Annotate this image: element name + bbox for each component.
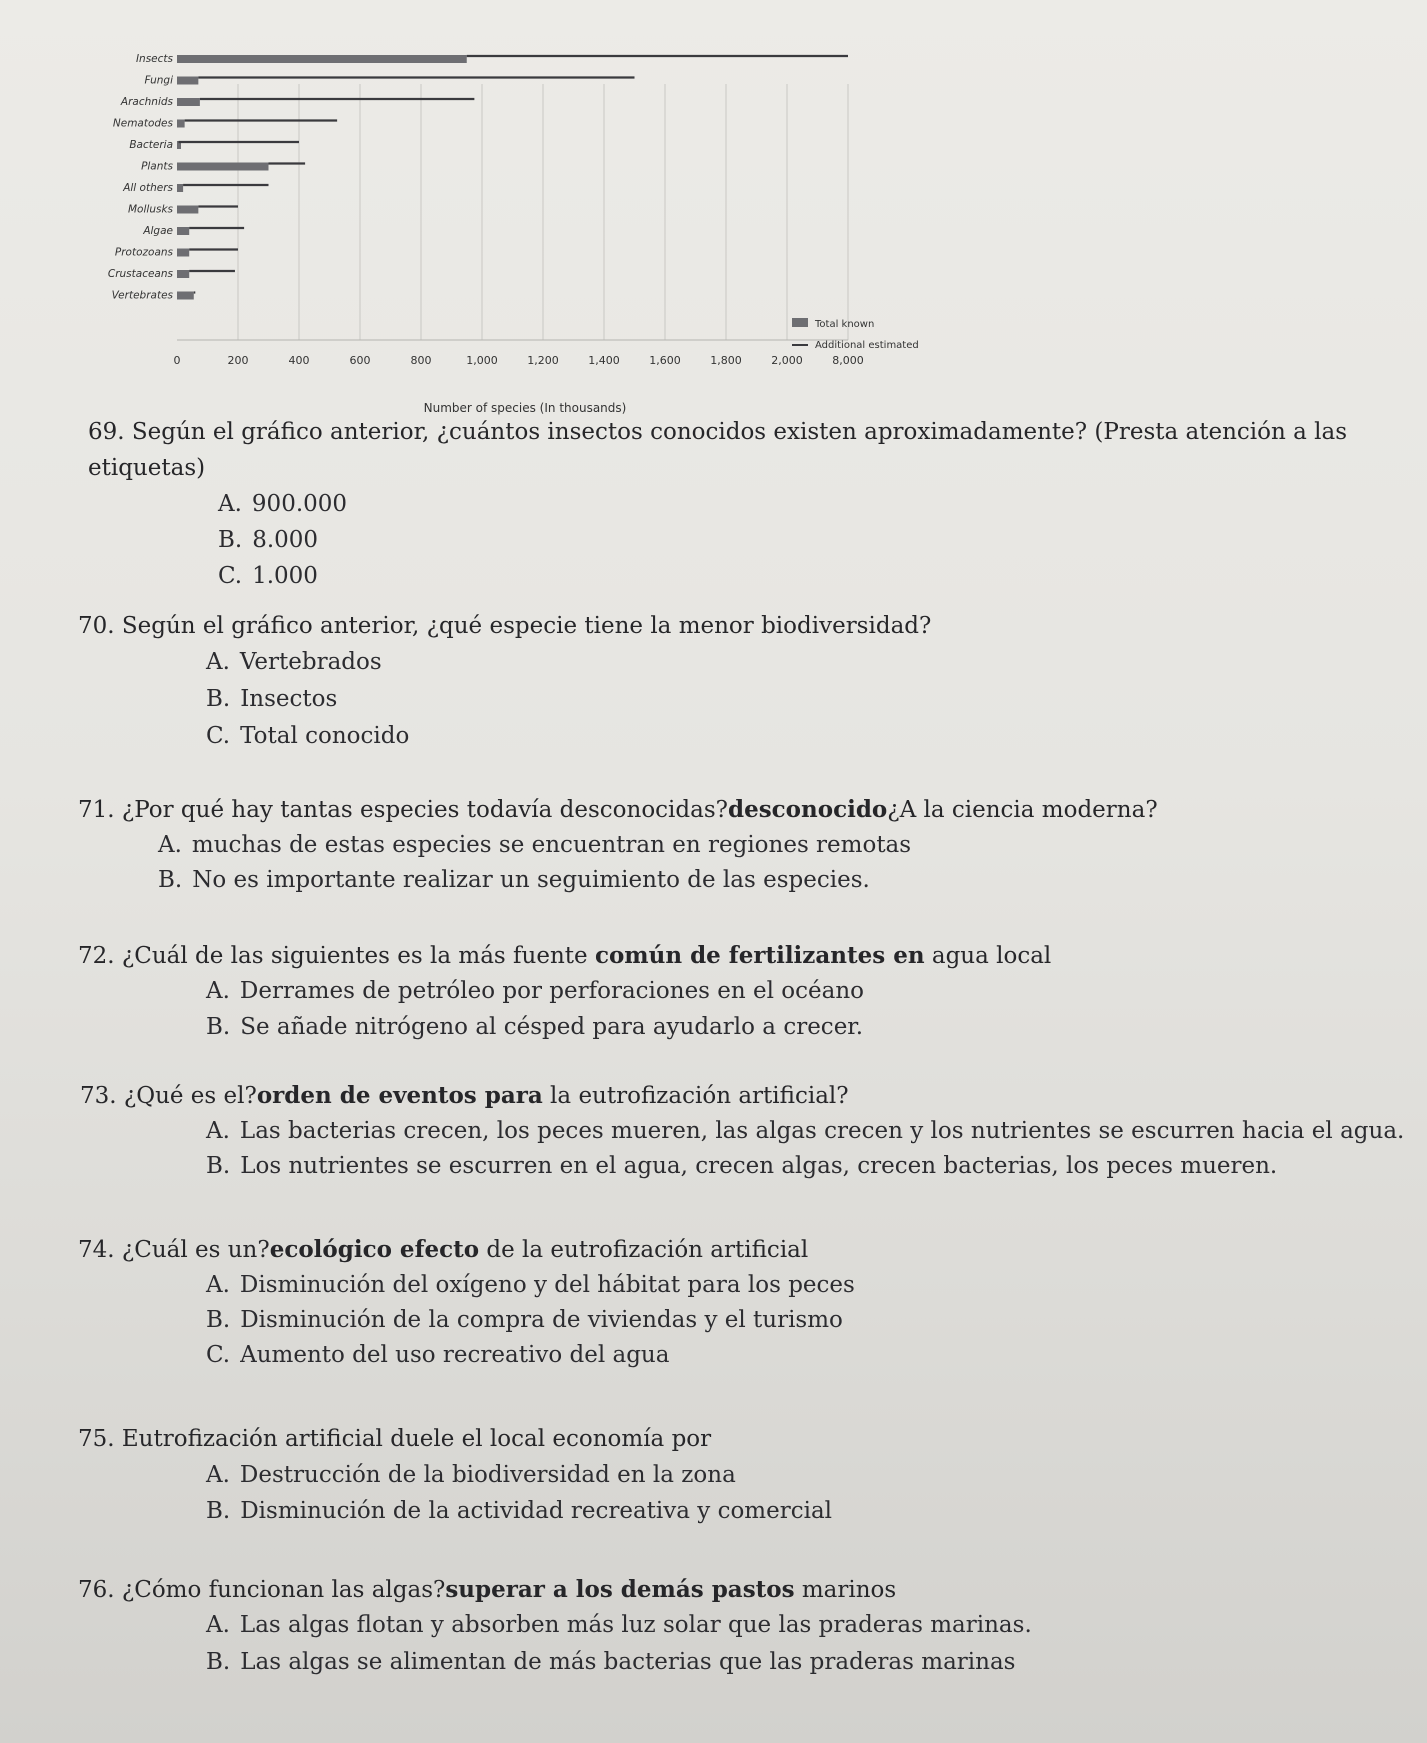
answer-option[interactable] xyxy=(206,1462,736,1488)
answer-option[interactable] xyxy=(206,1153,1277,1179)
option-letter: A. xyxy=(158,832,182,858)
option-letter: B. xyxy=(218,527,243,553)
category-label: Nematodes xyxy=(112,117,173,130)
answer-option[interactable] xyxy=(218,491,347,517)
option-letter: B. xyxy=(206,1498,231,1524)
question-text-part: 70. Según el gráfico anterior, ¿qué especie tiene la menor biodiversidad? xyxy=(78,613,932,639)
x-tick-label: 1,200 xyxy=(527,354,559,367)
x-tick-label: 200 xyxy=(227,354,249,367)
option-letter: B. xyxy=(206,1649,231,1675)
bar-known xyxy=(177,206,198,214)
answer-option[interactable] xyxy=(206,978,864,1004)
answer-option[interactable] xyxy=(206,1272,855,1298)
option-letter: A. xyxy=(206,1612,230,1638)
option-letter: A. xyxy=(218,491,242,517)
question-text-part: la eutrofización artificial? xyxy=(542,1083,849,1109)
category-label: Vertebrates xyxy=(111,289,173,302)
answer-option[interactable] xyxy=(206,1498,832,1524)
category-label: Insects xyxy=(135,53,173,65)
x-tick-label: 400 xyxy=(288,354,310,367)
option-text: Insectos xyxy=(240,686,338,712)
legend-swatch-known xyxy=(792,318,808,327)
option-letter: C. xyxy=(206,1342,231,1368)
bar-known xyxy=(177,77,198,85)
x-tick-label: 8,000 xyxy=(832,354,864,367)
answer-option[interactable] xyxy=(206,1307,843,1333)
category-label: Crustaceans xyxy=(107,268,173,280)
category-label: Algae xyxy=(143,225,173,237)
option-text: 1.000 xyxy=(252,563,318,589)
option-text: Derrames de petróleo por perforaciones en el océano xyxy=(239,978,865,1004)
bar-known xyxy=(177,163,269,171)
bar-known xyxy=(177,120,185,128)
answer-option[interactable] xyxy=(206,1649,1015,1675)
question-text xyxy=(88,455,205,481)
question-text-emphasis: superar a los demás pastos xyxy=(445,1576,795,1603)
x-tick-label: 1,600 xyxy=(649,354,681,367)
answer-option[interactable] xyxy=(218,563,318,589)
answer-option[interactable] xyxy=(206,649,382,675)
x-tick-labels xyxy=(174,354,864,367)
question-text xyxy=(78,613,931,639)
x-tick-label: 1,000 xyxy=(466,354,498,367)
chart-bars xyxy=(177,55,848,300)
option-text: No es importante realizar un seguimiento de las especies. xyxy=(192,867,870,893)
category-labels xyxy=(108,53,174,302)
question-text xyxy=(78,942,1051,969)
option-text: 8.000 xyxy=(252,527,319,553)
option-text: Disminución de la actividad recreativa y comercial xyxy=(240,1498,833,1524)
category-label: Fungi xyxy=(144,74,173,87)
question-text-part: 73. ¿Qué es el? xyxy=(80,1083,257,1109)
option-text: Las algas se alimentan de más bacterias que las praderas marinas xyxy=(240,1649,1016,1675)
question-text-part: 75. Eutrofización artificial duele el local economía por xyxy=(78,1426,712,1452)
option-text: Vertebrados xyxy=(239,649,382,675)
answer-option[interactable] xyxy=(206,1118,1404,1144)
question-text-emphasis: desconocido xyxy=(728,796,888,823)
question-text xyxy=(78,1426,711,1452)
question-text xyxy=(80,1082,849,1109)
option-text: muchas de estas especies se encuentran en regiones remotas xyxy=(191,832,912,858)
category-label: Plants xyxy=(141,160,173,173)
option-letter: B. xyxy=(158,867,183,893)
x-tick-label: 2,000 xyxy=(771,354,803,367)
x-tick-label: 1,400 xyxy=(588,354,620,367)
option-text: Total conocido xyxy=(240,723,410,749)
bar-known xyxy=(177,292,194,300)
species-bar-chart xyxy=(95,40,975,420)
option-letter: A. xyxy=(206,978,230,1004)
answer-option[interactable] xyxy=(158,832,911,858)
option-letter: A. xyxy=(206,1272,230,1298)
question-text-part: 72. ¿Cuál de las siguientes es la más fuente xyxy=(78,943,595,969)
question-text-part: de la eutrofización artificial xyxy=(479,1237,809,1263)
legend-label-additional: Additional estimated xyxy=(815,340,919,351)
answer-option[interactable] xyxy=(206,1342,669,1368)
question-text-emphasis: orden de eventos para xyxy=(256,1082,543,1109)
question-text-part: marinos xyxy=(794,1577,897,1603)
option-letter: B. xyxy=(206,686,231,712)
option-text: Aumento del uso recreativo del agua xyxy=(240,1342,670,1368)
question-text-part: 69. Según el gráfico anterior, ¿cuántos insectos conocidos existen aproximadamente? (Presta atención a las xyxy=(88,419,1348,445)
option-text: Las algas flotan y absorben más luz solar que las praderas marinas. xyxy=(239,1612,1032,1638)
answer-option[interactable] xyxy=(158,867,870,893)
option-letter: B. xyxy=(206,1307,231,1333)
option-letter: C. xyxy=(218,563,243,589)
category-label: Arachnids xyxy=(120,96,173,108)
x-tick-label: 1,800 xyxy=(710,354,742,367)
option-letter: A. xyxy=(206,1462,230,1488)
bar-known xyxy=(177,227,189,235)
option-text: Destrucción de la biodiversidad en la zona xyxy=(239,1462,736,1488)
bar-known xyxy=(177,270,189,278)
category-label: Protozoans xyxy=(114,246,173,259)
answer-option[interactable] xyxy=(206,1014,863,1040)
x-axis-label: Number of species (In thousands) xyxy=(423,401,627,415)
x-tick-label: 0 xyxy=(173,354,181,367)
question-text-part: 76. ¿Cómo funcionan las algas? xyxy=(78,1577,446,1603)
question-text xyxy=(78,1576,896,1603)
bar-known xyxy=(177,55,467,63)
question-text xyxy=(88,419,1347,445)
option-letter: A. xyxy=(206,1118,230,1144)
question-text-part: 74. ¿Cuál es un? xyxy=(78,1237,270,1263)
x-tick-label: 600 xyxy=(349,354,371,367)
question-text xyxy=(78,796,1158,823)
legend-label-known: Total known xyxy=(815,319,875,330)
answer-option[interactable] xyxy=(218,527,318,553)
question-text-emphasis: común de fertilizantes en xyxy=(594,942,925,969)
category-label: Bacteria xyxy=(129,139,173,151)
answer-option[interactable] xyxy=(206,686,337,712)
bar-known xyxy=(177,249,189,257)
option-text: Las bacterias crecen, los peces mueren, las algas crecen y los nutrientes se escurren hacia el agua. xyxy=(239,1118,1405,1144)
option-text: Los nutrientes se escurren en el agua, crecen algas, crecen bacterias, los peces mueren. xyxy=(240,1153,1278,1179)
option-text: Disminución del oxígeno y del hábitat para los peces xyxy=(239,1272,855,1298)
answer-option[interactable] xyxy=(206,1612,1032,1638)
question-text xyxy=(78,1236,808,1263)
option-letter: A. xyxy=(206,649,230,675)
option-text: 900.000 xyxy=(251,491,348,517)
question-text-part: 71. ¿Por qué hay tantas especies todavía desconocidas? xyxy=(78,797,728,823)
bar-known xyxy=(177,184,183,192)
question-text-part: agua local xyxy=(924,943,1052,969)
category-label: Mollusks xyxy=(128,203,173,216)
option-text: Disminución de la compra de viviendas y el turismo xyxy=(240,1307,843,1333)
option-letter: B. xyxy=(206,1014,231,1040)
option-text: Se añade nitrógeno al césped para ayudarlo a crecer. xyxy=(240,1014,864,1040)
question-text-part: ¿A la ciencia moderna? xyxy=(887,797,1158,823)
option-letter: C. xyxy=(206,723,231,749)
chart-gridlines xyxy=(177,84,848,340)
bar-known xyxy=(177,98,200,106)
x-tick-label: 800 xyxy=(410,354,432,367)
question-text-emphasis: ecológico efecto xyxy=(269,1236,480,1263)
option-letter: B. xyxy=(206,1153,231,1179)
chart-legend xyxy=(792,318,919,351)
category-label: All others xyxy=(123,182,173,194)
question-text-part: etiquetas) xyxy=(88,455,206,481)
answer-option[interactable] xyxy=(206,723,409,749)
